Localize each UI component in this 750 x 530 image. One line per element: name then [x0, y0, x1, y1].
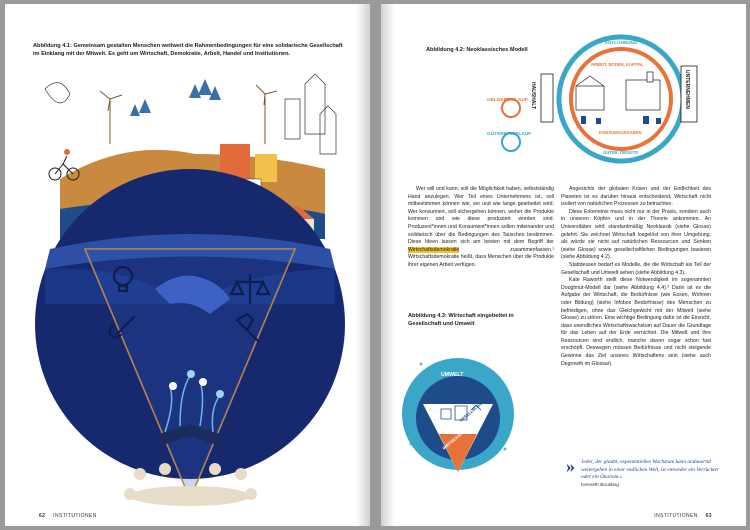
paragraph: Stattdessen bedarf es Modelle, die die Wirtschaft als Teil der Gesellschaft und Umwelt sehen (siehe Abbildung 4.3).	[561, 261, 711, 276]
folio-right	[654, 513, 718, 519]
section-label: INSTITUTIONEN	[53, 513, 97, 519]
pull-quote	[581, 459, 721, 489]
paragraph: Angesichts der globalen Krisen und der Endlichkeit des Planeten ist es darüber hinaus entscheidend, Wirtschaft nicht isoliert von natürlichen Prozessen zu betrachten.	[561, 186, 711, 208]
paragraph: Wer will und kann, soll die Möglichkeit haben, selbstständig Hand anzulegen. Wer Teil eines Unternehmens ist, soll mitbestimmen können wie, wo und wie lange gearbeitet wird. Wer konsumiert, soll sichergehen können, woher die Produkte kommen und wie diese produziert worden sind. Produzent*innen und Konsument*innen sollen miteinander und solidarisch über die Bedingungen des Tausches bestimmen. Diese Ideen lassen sich am besten mit dem Begriff der Wirtschaftsdemokratie zusammenfassen.¹ Wirtschaftsdemokratie heißt, dass Menschen über die Produkte ihrer eigenen Arbeit verfügen.	[408, 186, 554, 268]
label-gesellschaft: GESELLSCHAFT	[458, 398, 487, 423]
world-illustration	[5, 4, 370, 526]
label-geldkreislauf: GELDKREISLAUF	[487, 98, 528, 103]
figure-caption-4-3: Abbildung 4.3: Wirtschaft eingebettet in Gesellschaft und Umwelt	[408, 313, 514, 327]
label-arbeit: ARBEIT, BODEN, KAPITAL	[591, 62, 644, 67]
text-column-right	[561, 186, 711, 368]
wind-turbines	[100, 85, 277, 144]
label-wirtschaft: WIRTSCHAFT	[441, 429, 466, 451]
label-haushalt: HAUSHALT	[530, 82, 536, 110]
label-entlohnung: ENTLOHNUNG	[605, 40, 638, 45]
paragraph: Diese Erkenntnis muss nicht nur in der Praxis, sondern auch in unseren Köpfen und in der Theorie ankommen. An Universitäten wird standardmäßig Neoklassik (siehe Glosse) gelehrt. Sie zeichnet Wirtschaft losgelöst von ihrer Umgebung, als würde sie nicht auf natürlichen Ressourcen und Senken (siehe Glosse) sowie gesellschaftlichen Bedingungen basieren (siehe Abbildung 4.2).	[561, 208, 711, 261]
right-page	[381, 4, 746, 526]
label-unternehmen: UNTERNEHMEN	[684, 70, 690, 109]
label-konsumausgaben: KONSUMAUSGABEN	[599, 130, 642, 135]
quote-author: Kenneth Boulding	[581, 482, 619, 488]
label-gueterkreislauf: GÜTERKREISLAUF	[487, 132, 532, 137]
houses-sketch	[45, 74, 336, 154]
keyword-highlight: Wirtschaftsdemokratie	[408, 246, 460, 253]
section-label: INSTITUTIONEN	[654, 513, 698, 519]
trees	[130, 79, 221, 116]
page-number: 62	[39, 513, 46, 519]
paragraph: Kate Raworth stellt diese Notwendigkeit im sogenannten Doughnut-Modell dar (siehe Abbildung 4.4).² Darin ist es die Aufgabe der Wirtschaft, die Bedürfnisse (wie Essen, Wohnen oder Bildung) (siehe Infobox Bedürfnisse) des Menschen zu befriedigen, ohne das Gleichgewicht mit der Mitwelt (siehe Glosse) zu stören. Eine wichtige Bedingung dafür ist die Einsicht, dass unendliches Wirtschaftswachstum auf Dauer die Grundlage für das Leben auf der Erde vernichtet. Die Mitwelt und ihre Ressourcen sind endlich, manche davon sogar schon fast erschöpft. Deswegen müssen Bedürfnisse und nicht steigende Gewinne das Ziel unseres Wirtschaftens sein (siehe auch Degrowth im Glossar).	[561, 277, 711, 367]
label-gueter: GÜTER, DIENSTE	[603, 150, 639, 155]
left-page	[5, 4, 370, 526]
page-number: 63	[705, 513, 712, 519]
figure-caption-4-1: Abbildung 4.1: Gemeinsam gestalten Menschen weltweit die Rahmenbedingungen für eine solidarische Gesellschaft im Einklang mit der Mitwelt. Es geht um Wirtschaft, Demokratie, Arbeit, Handel und Institutionen.	[33, 43, 343, 57]
figure-caption-4-2: Abbildung 4.2: Neoklassisches Modell	[426, 47, 528, 53]
quote-mark-icon: »	[566, 456, 575, 476]
quote-text: Jeder, der glaubt, exponentielles Wachstum kann andauernd weitergehen in einer endlichen Welt, ist entweder ein Verrückter oder ein Ökonom.«	[581, 459, 720, 481]
label-umwelt: UMWELT	[441, 372, 464, 378]
folio-left	[33, 513, 97, 519]
